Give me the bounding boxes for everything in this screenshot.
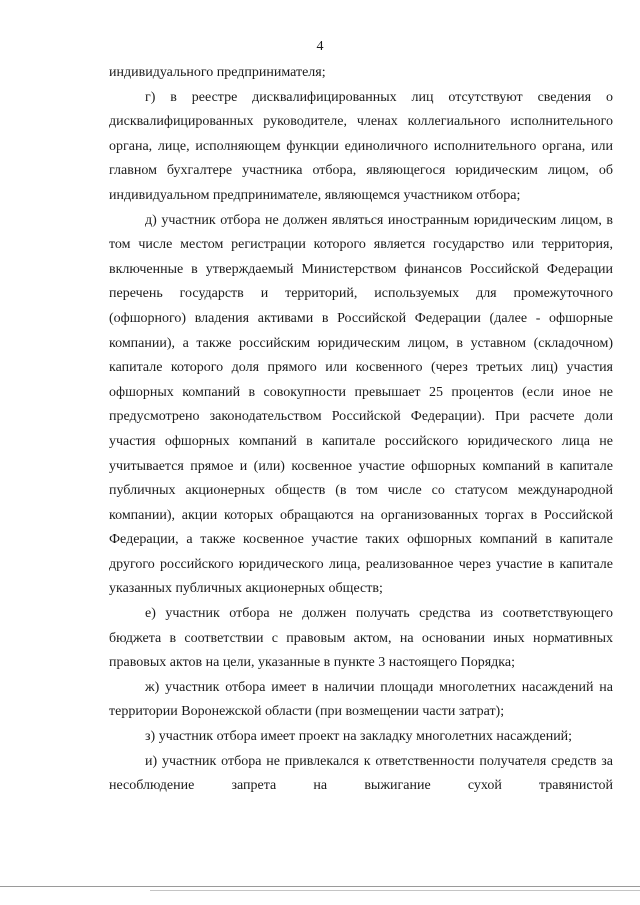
paragraph-item-g: г) в реестре дисквалифицированных лиц отсутствуют сведения о дисквалифицированных руководителе, членах коллегиального исполнительного органа, лице, исполняющем функции единоличного исполнительного органа, или главном бухгалтере участника отбора, являющегося юридическим лицом, об индивидуальном предпринимателе, являющемся участником отбора; bbox=[109, 89, 613, 203]
paragraph-item-i: и) участник отбора не привлекался к ответственности получателя средств за несоблюдение запрета на выжигание сухой травянистой bbox=[109, 753, 613, 794]
paragraph-item-d: д) участник отбора не должен являться иностранным юридическим лицом, в том числе местом регистрации которого является государство или территория, включенные в утверждаемый Министерством финансов Российской Федерации перечень государств и территорий, используемых для промежуточного (офшорного) владения активами в Российской Федерации (далее - офшорные компании), а также российским юридическим лицом, в уставном (складочном) капитале которого доля прямого или косвенного (через третьих лиц) участия офшорных компаний в совокупности превышает 25 процентов (если иное не предусмотрено законодательством Российской Федерации). При расчете доли участия офшорных компаний в капитале российского юридического лица не учитывается прямое и (или) косвенное участие офшорных компаний в капитале публичных акционерных обществ (в том числе со статусом международной компании), акции которых обращаются на организованных торгах в Российской Федерации, а также косвенное участие таких офшорных компаний в капитале другого российского юридического лица, реализованное через участие в капитале указанных публичных акционерных обществ; bbox=[109, 212, 613, 597]
paragraph-item-zh: ж) участник отбора имеет в наличии площади многолетних насаждений на территории Воронежской области (при возмещении части затрат); bbox=[109, 679, 613, 720]
paragraph-continuation: индивидуального предпринимателя; bbox=[109, 65, 326, 80]
page-number: 4 bbox=[316, 39, 324, 54]
document-body bbox=[109, 61, 613, 799]
paragraph-item-z: з) участник отбора имеет проект на закладку многолетних насаждений; bbox=[145, 729, 573, 745]
scan-edge-line-secondary bbox=[150, 890, 640, 891]
scan-edge-line bbox=[0, 886, 640, 887]
paragraph-item-e: е) участник отбора не должен получать средства из соответствующего бюджета в соответствии с правовым актом, на основании иных нормативных правовых актов на цели, указанные в пункте 3 настоящего Порядка; bbox=[109, 606, 613, 671]
